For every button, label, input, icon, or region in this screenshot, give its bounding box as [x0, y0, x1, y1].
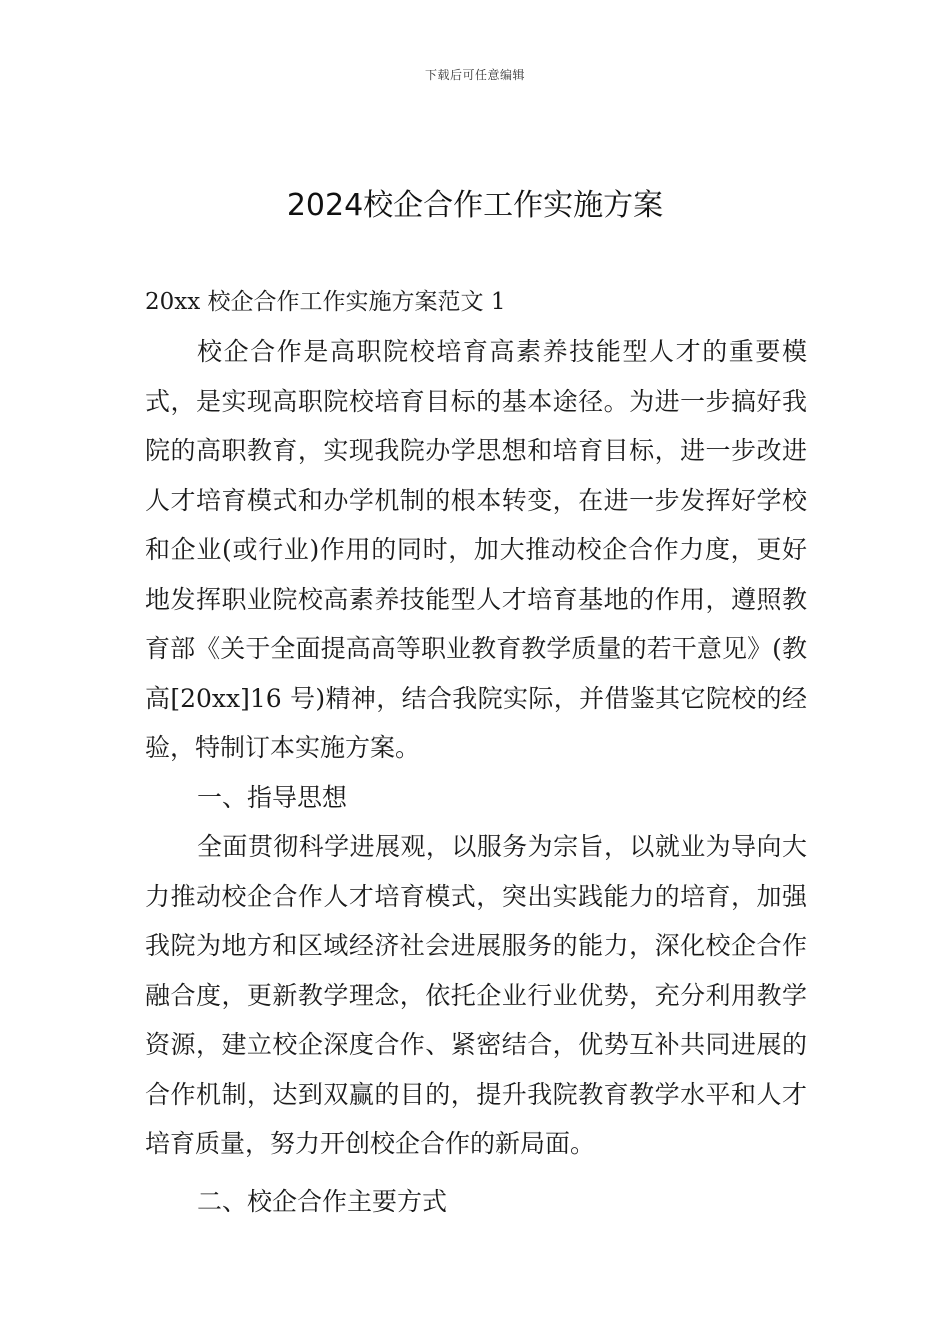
document-subtitle: 20xx 校企合作工作实施方案范文 1 — [145, 289, 506, 315]
page-header-note: 下载后可任意编辑 — [424, 68, 525, 82]
section-heading-cooperation-modes: 二、校企合作主要方式 — [197, 1186, 448, 1216]
document-title: 2024校企合作工作实施方案 — [286, 188, 664, 223]
guiding-ideology-paragraph: 全面贯彻科学进展观，以服务为宗旨，以就业为导向大力推动校企合作人才培育模式，突出实践能力的培育，加强我院为地方和区域经济社会进展服务的能力，深化校企合作融合度，更新教学理念，依托企业行业优势，充分利用教学资源，建立校企深度合作、紧密结合，优势互补共同进展的合作机制，达到双赢的目的，提升我院教育教学水平和人才培育质量，努力开创校企合作的新局面。 — [145, 832, 807, 1158]
intro-paragraph: 校企合作是高职院校培育高素养技能型人才的重要模式，是实现高职院校培育目标的基本途径。为进一步搞好我院的高职教育，实现我院办学思想和培育目标，进一步改进人才培育模式和办学机制的根本转变，在进一步发挥好学校和企业(或行业)作用的同时，加大推动校企合作力度，更好地发挥职业院校高素养技能型人才培育基地的作用，遵照教育部《关于全面提高高等职业教育教学质量的若干意见》(教高[20xx]16 号)精神，结合我院实际，并借鉴其它院校的经验，特制订本实施方案。 — [145, 337, 807, 762]
document-body — [145, 327, 807, 1226]
section-heading-guiding-ideology: 一、指导思想 — [197, 782, 348, 812]
